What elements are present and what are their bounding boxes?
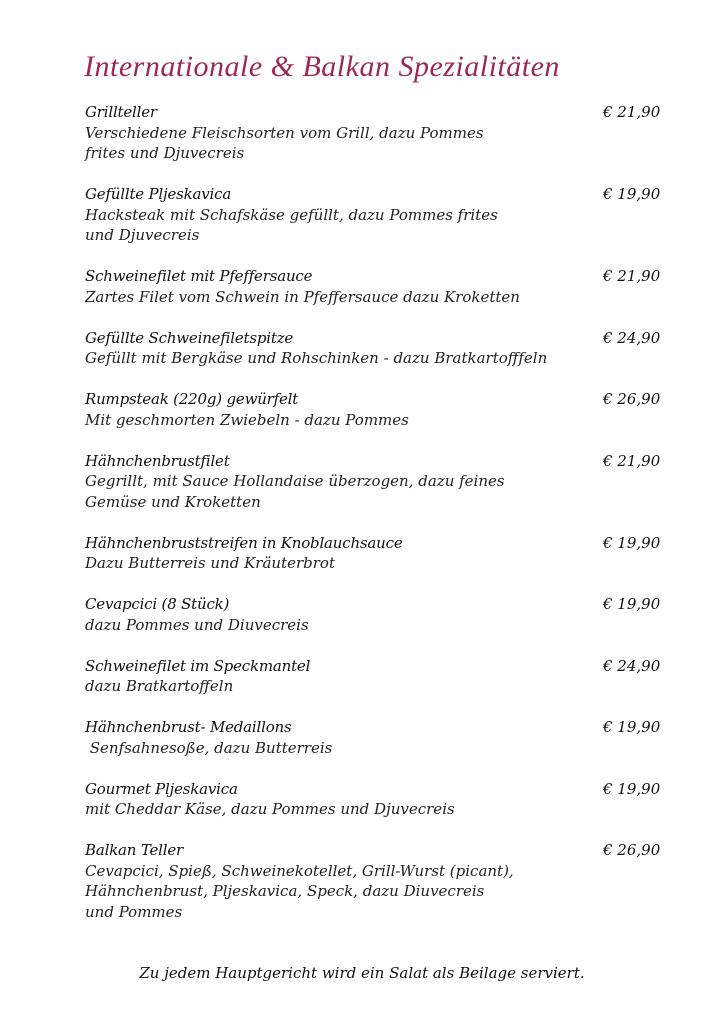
item-description: Verschiedene Fleischsorten vom Grill, dazu Pommes (85, 123, 484, 142)
item-name: Schweinefilet mit Pfeffersauce (85, 267, 313, 285)
item-price: € 19,90 (603, 185, 661, 203)
item-description: Cevapcici, Spieß, Schweinekotellet, Grill-Wurst (picant), (85, 861, 514, 880)
menu-item (85, 389, 675, 430)
menu-item (85, 779, 675, 820)
menu-item (85, 533, 675, 574)
footer-note: Zu jedem Hauptgericht wird ein Salat als Beilage serviert. (139, 964, 585, 982)
menu-item (85, 840, 675, 922)
item-price: € 19,90 (603, 595, 661, 613)
item-name: Hähnchenbruststreifen in Knoblauchsauce (85, 533, 403, 552)
item-description: Gefüllt mit Bergkäse und Rohschinken - dazu Bratkartofffeln (85, 349, 548, 367)
item-name: Cevapcici (8 Stück) (85, 595, 230, 613)
item-description: Mit geschmorten Zwiebeln - dazu Pommes (85, 410, 409, 429)
menu-item (85, 717, 675, 758)
item-description: Gemüse und Kroketten (85, 492, 261, 511)
item-name: Gourmet Pljeskavica (85, 779, 238, 798)
item-price: € 24,90 (603, 656, 661, 675)
item-description: Zartes Filet vom Schwein in Pfeffersauce dazu Kroketten (85, 287, 520, 306)
item-price: € 26,90 (603, 390, 661, 408)
item-price: € 21,90 (603, 267, 661, 285)
item-price: € 21,90 (603, 103, 661, 121)
item-description: und Pommes (85, 902, 183, 921)
item-price: € 19,90 (603, 779, 661, 798)
item-price: € 19,90 (603, 533, 661, 552)
menu-item (85, 451, 675, 513)
menu-item (85, 266, 675, 307)
menu-item (85, 184, 675, 246)
item-description: Hacksteak mit Schafskäse gefüllt, dazu Pommes frites (85, 205, 498, 224)
item-name: Hähnchenbrust- Medaillons (85, 718, 292, 736)
menu-title: Internationale & Balkan Spezialitäten (84, 50, 560, 83)
item-price: € 26,90 (603, 841, 661, 859)
item-description: mit Cheddar Käse, dazu Pommes und Djuvecreis (85, 800, 455, 818)
menu-item (85, 328, 675, 369)
item-name: Hähnchenbrustfilet (85, 451, 230, 470)
item-description: frites und Djuvecreis (85, 144, 245, 162)
item-description: dazu Bratkartoffeln (85, 677, 234, 695)
item-description: Dazu Butterreis und Kräuterbrot (85, 554, 335, 572)
item-description: dazu Pommes und Diuvecreis (85, 615, 309, 634)
item-description: und Djuvecreis (85, 226, 200, 244)
item-name: Grillteller (85, 103, 157, 121)
item-price: € 24,90 (603, 328, 661, 347)
item-description: Hähnchenbrust, Pljeskavica, Speck, dazu Diuvecreis (85, 882, 485, 900)
item-description: Gegrillt, mit Sauce Hollandaise überzogen, dazu feines (85, 472, 505, 490)
item-name: Gefüllte Schweinefiletspitze (85, 328, 294, 347)
menu-item (85, 102, 675, 164)
item-name: Gefüllte Pljeskavica (85, 185, 232, 203)
item-name: Rumpsteak (220g) gewürfelt (85, 390, 299, 408)
item-price: € 19,90 (603, 718, 661, 736)
menu-list (85, 102, 675, 943)
item-name: Schweinefilet im Speckmantel (85, 656, 311, 675)
item-description: Senfsahnesoße, dazu Butterreis (85, 738, 333, 757)
item-name: Balkan Teller (85, 841, 183, 859)
menu-item (85, 594, 675, 635)
menu-item (85, 656, 675, 697)
item-price: € 21,90 (603, 451, 661, 470)
